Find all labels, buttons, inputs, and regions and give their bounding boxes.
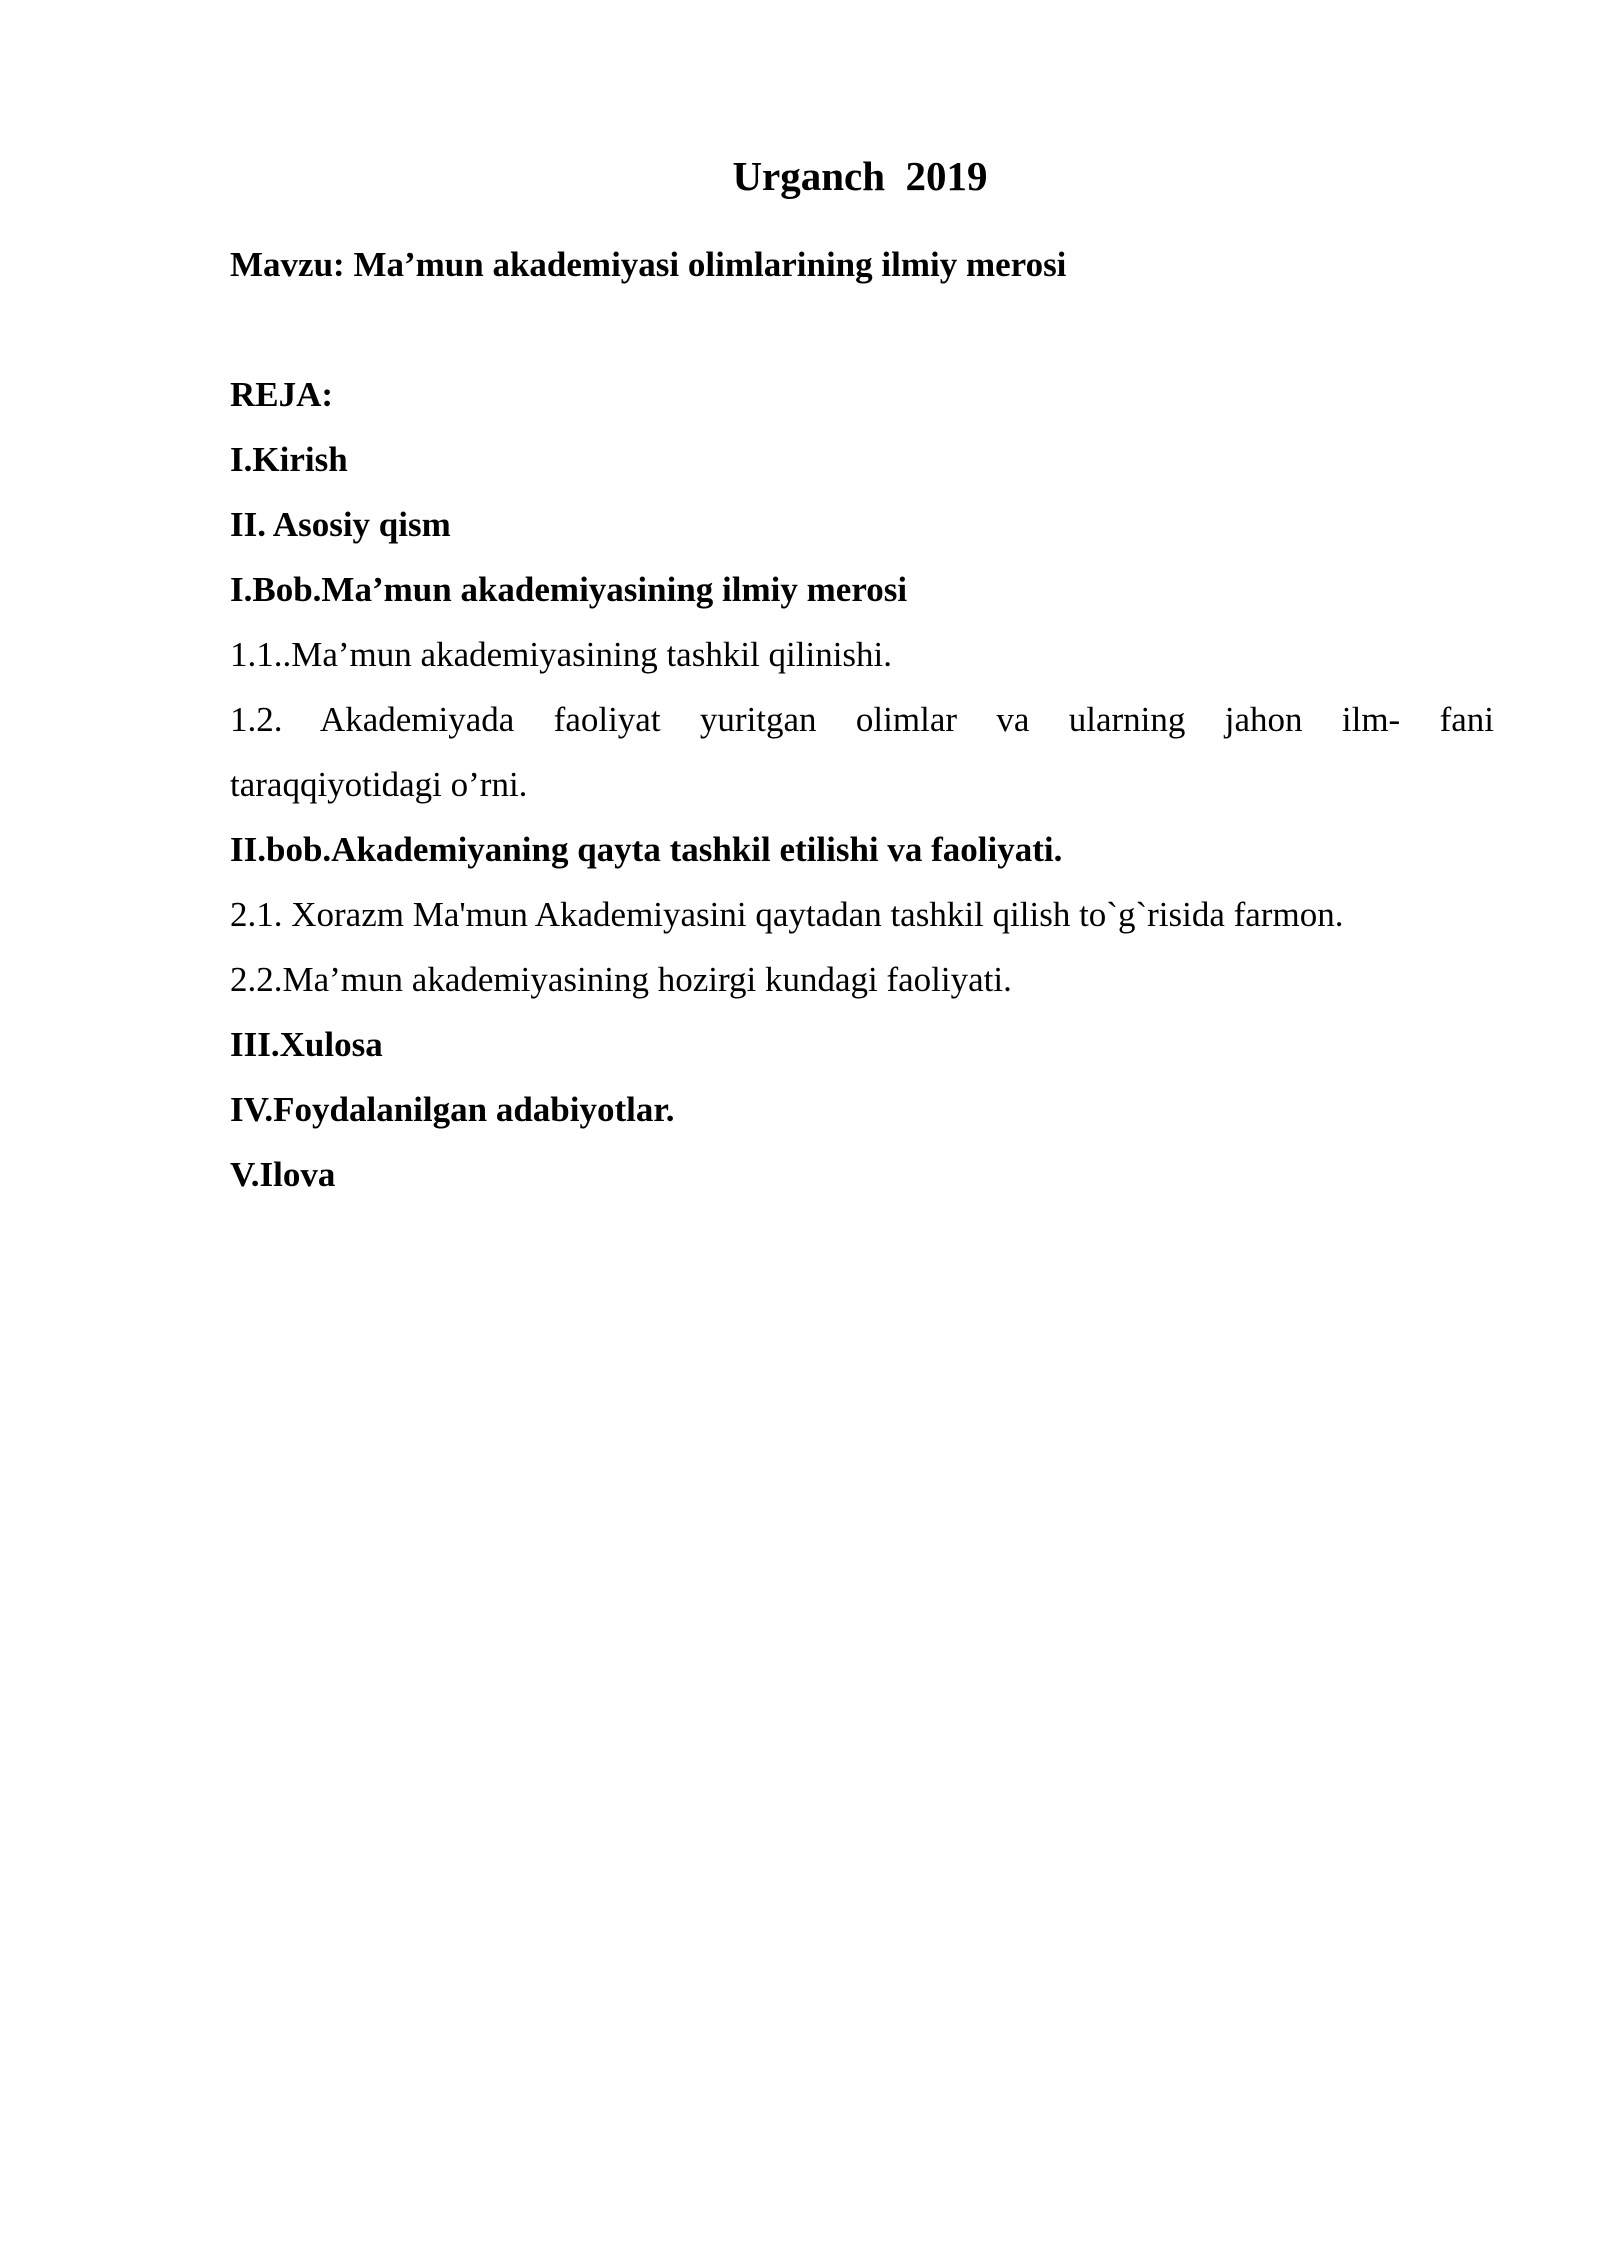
document-body [230, 232, 1494, 1207]
plan-item-main-part: II. Asosiy qism [230, 505, 451, 544]
plan-item-introduction: I.Kirish [230, 440, 348, 479]
plan-item-section-1-2-line-1: 1.2. Akademiyada faoliyat yuritgan olimlar va ularning jahon ilm- fani [230, 700, 1494, 739]
plan-item-section-1-2-line-2: taraqqiyotidagi o’rni. [230, 765, 528, 804]
plan-item-chapter-1: I.Bob.Ma’mun akademiyasining ilmiy merosi [230, 570, 908, 609]
plan-item-chapter-2: II.bob.Akademiyaning qayta tashkil etilishi va faoliyati. [230, 830, 1063, 869]
plan-item-conclusion: III.Xulosa [230, 1025, 383, 1064]
plan-heading: REJA: [230, 375, 334, 414]
plan-item-section-1-2 [230, 687, 1494, 752]
plan-item-appendix: V.Ilova [230, 1155, 336, 1194]
plan-item-section-2-2: 2.2.Ma’mun akademiyasining hozirgi kundagi faoliyati. [230, 960, 1012, 999]
plan-item-section-1-1: 1.1..Ma’mun akademiyasining tashkil qilinishi. [230, 635, 893, 674]
document-title: Urganch 2019 [732, 153, 988, 199]
plan-item-section-2-1: 2.1. Xorazm Ma'mun Akademiyasini qaytadan tashkil qilish to`g`risida farmon. [230, 895, 1344, 934]
plan-item-references: IV.Foydalanilgan adabiyotlar. [230, 1090, 675, 1129]
blank-line [230, 297, 1494, 362]
topic-line: Mavzu: Ma’mun akademiyasi olimlarining ilmiy merosi [230, 245, 1067, 284]
